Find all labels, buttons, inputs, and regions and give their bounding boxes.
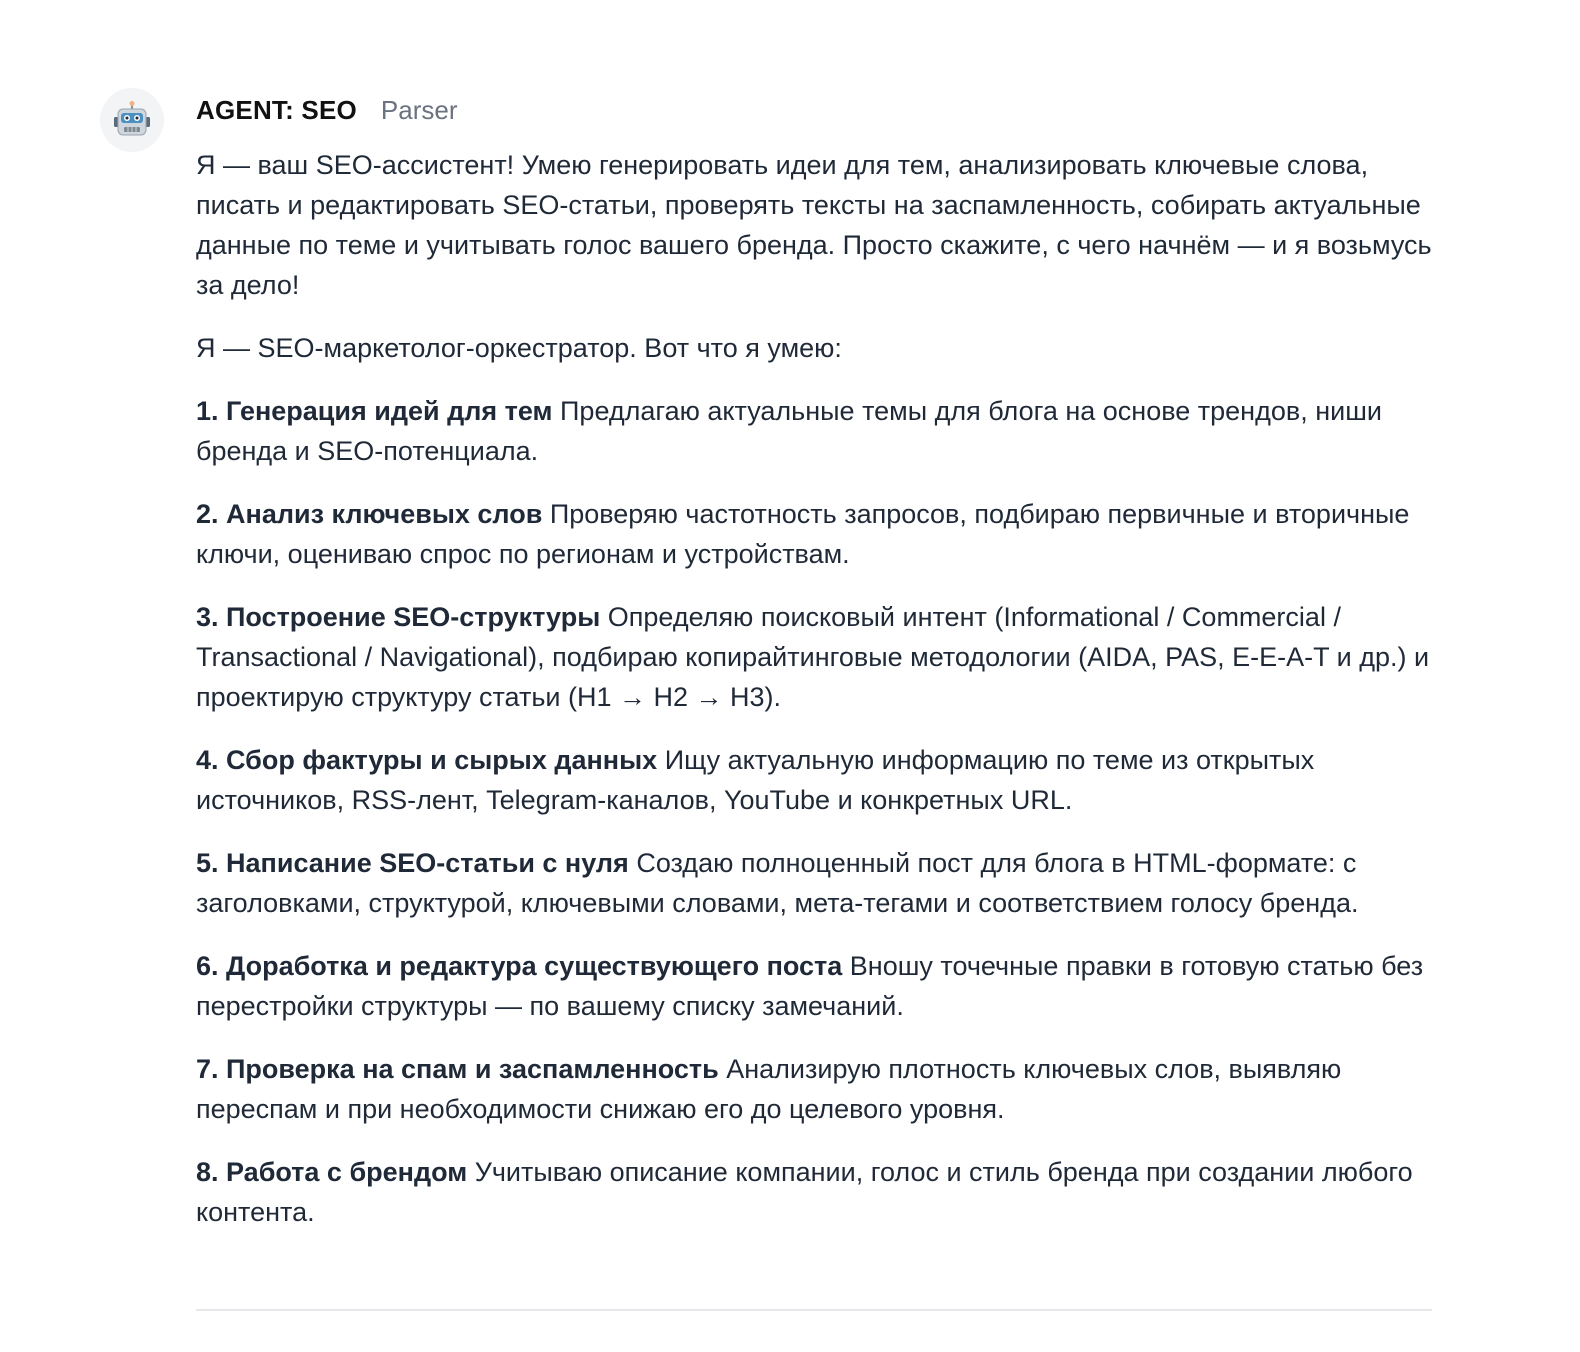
capability-title: 8. Работа с брендом — [196, 1157, 468, 1187]
capability-description: Создаю полноценный пост для блога в HTML-формате: с заголовками, структурой, ключевыми словами, мета-тегами и соответствием голосу бренда. — [196, 848, 1359, 918]
capability-item — [196, 1152, 1436, 1232]
capability-item — [196, 946, 1436, 1026]
intro-paragraph: Я — ваш SEO-ассистент! Умею генерировать идеи для тем, анализировать ключевые слова, писать и редактировать SEO-статьи, проверять тексты на заспамленность, собирать актуальные данные по теме и учитывать голос вашего бренда. Просто скажите, с чего начнём — и я возьмусь за дело! — [196, 150, 1432, 300]
message-content — [196, 88, 1436, 1255]
capability-title: 5. Написание SEO-статьи с нуля — [196, 848, 629, 878]
capability-title: 4. Сбор фактуры и сырых данных — [196, 745, 658, 775]
capabilities-intro: Я — SEO-маркетолог-оркестратор. Вот что я умею: — [196, 333, 842, 363]
avatar — [100, 88, 164, 152]
capability-item — [196, 597, 1436, 717]
capability-description: Анализирую плотность ключевых слов, выявляю переспам и при необходимости снижаю его до целевого уровня. — [196, 1054, 1342, 1124]
capability-item — [196, 1049, 1436, 1129]
agent-name: AGENT: SEO — [196, 94, 357, 125]
capability-item — [196, 494, 1436, 574]
message-body — [196, 145, 1436, 1232]
capability-description: Ищу актуальную информацию по теме из открытых источников, RSS-лент, Telegram-каналов, YouTube и конкретных URL. — [196, 745, 1315, 815]
robot-icon — [112, 100, 152, 140]
capability-description: Предлагаю актуальные темы для блога на основе трендов, ниши бренда и SEO-потенциала. — [196, 396, 1382, 466]
capability-item — [196, 740, 1436, 820]
capability-description: Учитываю описание компании, голос и стиль бренда при создании любого контента. — [196, 1157, 1413, 1227]
capability-description: Определяю поисковый интент (Informational / Commercial / Transactional / Navigational), подбираю копирайтинговые методологии (AIDA, PAS, E-E-A-T и др.) и проектирую структуру статьи (H1 → H2 → H3). — [196, 602, 1430, 712]
capability-title: 1. Генерация идей для тем — [196, 396, 553, 426]
message-divider — [196, 1309, 1432, 1311]
agent-role: Parser — [380, 94, 458, 125]
capability-title: 2. Анализ ключевых слов — [196, 499, 543, 529]
message-header — [196, 88, 1436, 132]
capability-title: 3. Построение SEO-структуры — [196, 602, 601, 632]
capability-title: 7. Проверка на спам и заспамленность — [196, 1054, 719, 1084]
capability-title: 6. Доработка и редактура существующего поста — [196, 951, 843, 981]
capability-description: Проверяю частотность запросов, подбираю первичные и вторичные ключи, оцениваю спрос по регионам и устройствам. — [196, 499, 1410, 569]
capability-description: Вношу точечные правки в готовую статью без перестройки структуры — по вашему списку замечаний. — [196, 951, 1424, 1021]
capability-item — [196, 391, 1436, 471]
capability-item — [196, 843, 1436, 923]
